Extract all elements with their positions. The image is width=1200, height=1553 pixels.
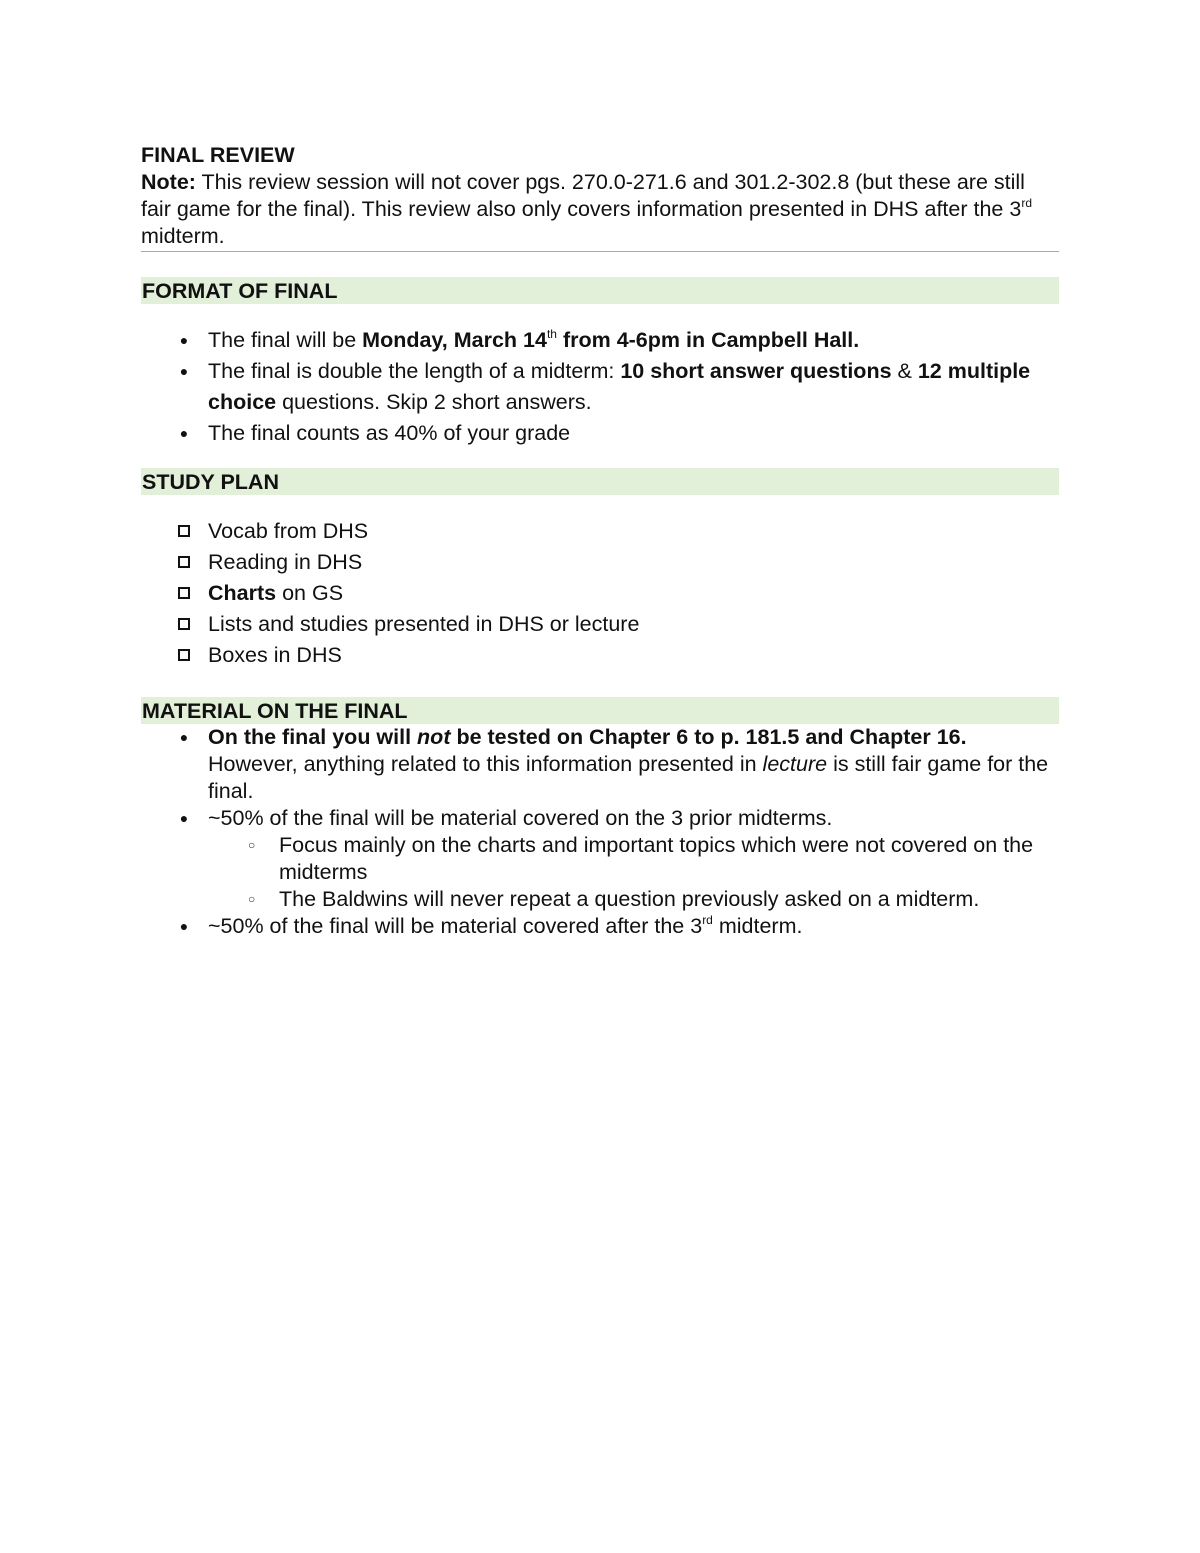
item-text: The final counts as 40% of your grade bbox=[208, 421, 571, 445]
section-header-material: MATERIAL ON THE FINAL bbox=[141, 697, 1059, 724]
list-item bbox=[141, 913, 1059, 940]
item-sup: rd bbox=[702, 913, 713, 927]
note-text-1: This review session will not cover pgs. 270.0-271.6 and 301.2-302.8 (but these are still fair game for the final). This review also only covers information presented in DHS after the 3 bbox=[141, 170, 1025, 221]
sub-bullet-icon: ○ bbox=[248, 892, 256, 906]
item-text: & bbox=[891, 359, 918, 383]
item-bold-italic-text: not bbox=[417, 725, 451, 749]
sub-bullet-icon: ○ bbox=[248, 838, 256, 852]
item-text: The final will be bbox=[208, 328, 363, 352]
sub-list bbox=[208, 832, 1059, 913]
bullet-icon: ● bbox=[179, 332, 189, 348]
item-text: The Baldwins will never repeat a question previously asked on a midterm. bbox=[279, 887, 980, 911]
item-bold-text: from 4-6pm in Campbell Hall. bbox=[556, 328, 860, 352]
material-list bbox=[141, 724, 1059, 940]
checkbox-icon bbox=[178, 587, 190, 599]
item-bold-text: 10 short answer questions bbox=[620, 359, 892, 383]
bullet-icon: ● bbox=[179, 918, 189, 934]
item-text: Lists and studies presented in DHS or lecture bbox=[208, 612, 640, 636]
checkbox-icon bbox=[178, 556, 190, 568]
section-header-format: FORMAT OF FINAL bbox=[141, 277, 1059, 304]
item-text: on GS bbox=[276, 581, 344, 605]
bullet-icon: ● bbox=[179, 425, 189, 441]
checkbox-icon bbox=[178, 649, 190, 661]
list-item bbox=[141, 805, 1059, 913]
list-item bbox=[141, 325, 1059, 356]
sub-list-item bbox=[208, 832, 1059, 886]
list-item bbox=[141, 418, 1059, 449]
list-item bbox=[141, 724, 1059, 805]
item-text: Vocab from DHS bbox=[208, 519, 369, 543]
intro-note bbox=[141, 169, 1059, 252]
item-text: is still fair game for the final. bbox=[208, 752, 1049, 803]
item-bold-text: Charts bbox=[208, 581, 277, 605]
note-sup: rd bbox=[1021, 196, 1032, 210]
item-sup: th bbox=[546, 327, 557, 341]
section-header-study-plan: STUDY PLAN bbox=[141, 468, 1059, 495]
list-item bbox=[141, 356, 1059, 418]
format-list bbox=[141, 325, 1059, 449]
item-italic-text: lecture bbox=[762, 752, 828, 776]
item-text: Reading in DHS bbox=[208, 550, 363, 574]
item-text: However, anything related to this information presented in bbox=[208, 752, 763, 776]
bullet-icon: ● bbox=[179, 810, 189, 826]
item-text: ~50% of the final will be material covered after the 3 bbox=[208, 914, 703, 938]
checklist-item bbox=[141, 578, 1059, 609]
checkbox-icon bbox=[178, 618, 190, 630]
checkbox-icon bbox=[178, 525, 190, 537]
checklist-item bbox=[141, 609, 1059, 640]
item-text: Focus mainly on the charts and important topics which were not covered on the midterms bbox=[279, 833, 1034, 884]
bullet-icon: ● bbox=[179, 729, 189, 745]
sub-list-item bbox=[208, 886, 1059, 913]
checklist-item bbox=[141, 516, 1059, 547]
item-bold-text: On the final you will bbox=[208, 725, 418, 749]
study-plan-checklist bbox=[141, 516, 1059, 671]
item-text: midterm. bbox=[712, 914, 803, 938]
note-text-2: midterm. bbox=[141, 224, 225, 248]
checklist-item bbox=[141, 640, 1059, 671]
item-text: ~50% of the final will be material covered on the 3 prior midterms. bbox=[208, 806, 833, 830]
item-text: Boxes in DHS bbox=[208, 643, 342, 667]
item-text: questions. Skip 2 short answers. bbox=[276, 390, 592, 414]
item-bold-text: 12 multiple choice bbox=[208, 359, 1031, 414]
checklist-item bbox=[141, 547, 1059, 578]
document-page bbox=[141, 142, 1059, 940]
item-bold-text: be tested on Chapter 6 to p. 181.5 and Chapter 16. bbox=[450, 725, 967, 749]
bullet-icon: ● bbox=[179, 363, 189, 379]
item-bold-text: Monday, March 14 bbox=[362, 328, 547, 352]
item-text: The final is double the length of a midterm: bbox=[208, 359, 621, 383]
document-title: FINAL REVIEW bbox=[141, 143, 295, 167]
note-label: Note: bbox=[141, 170, 196, 194]
